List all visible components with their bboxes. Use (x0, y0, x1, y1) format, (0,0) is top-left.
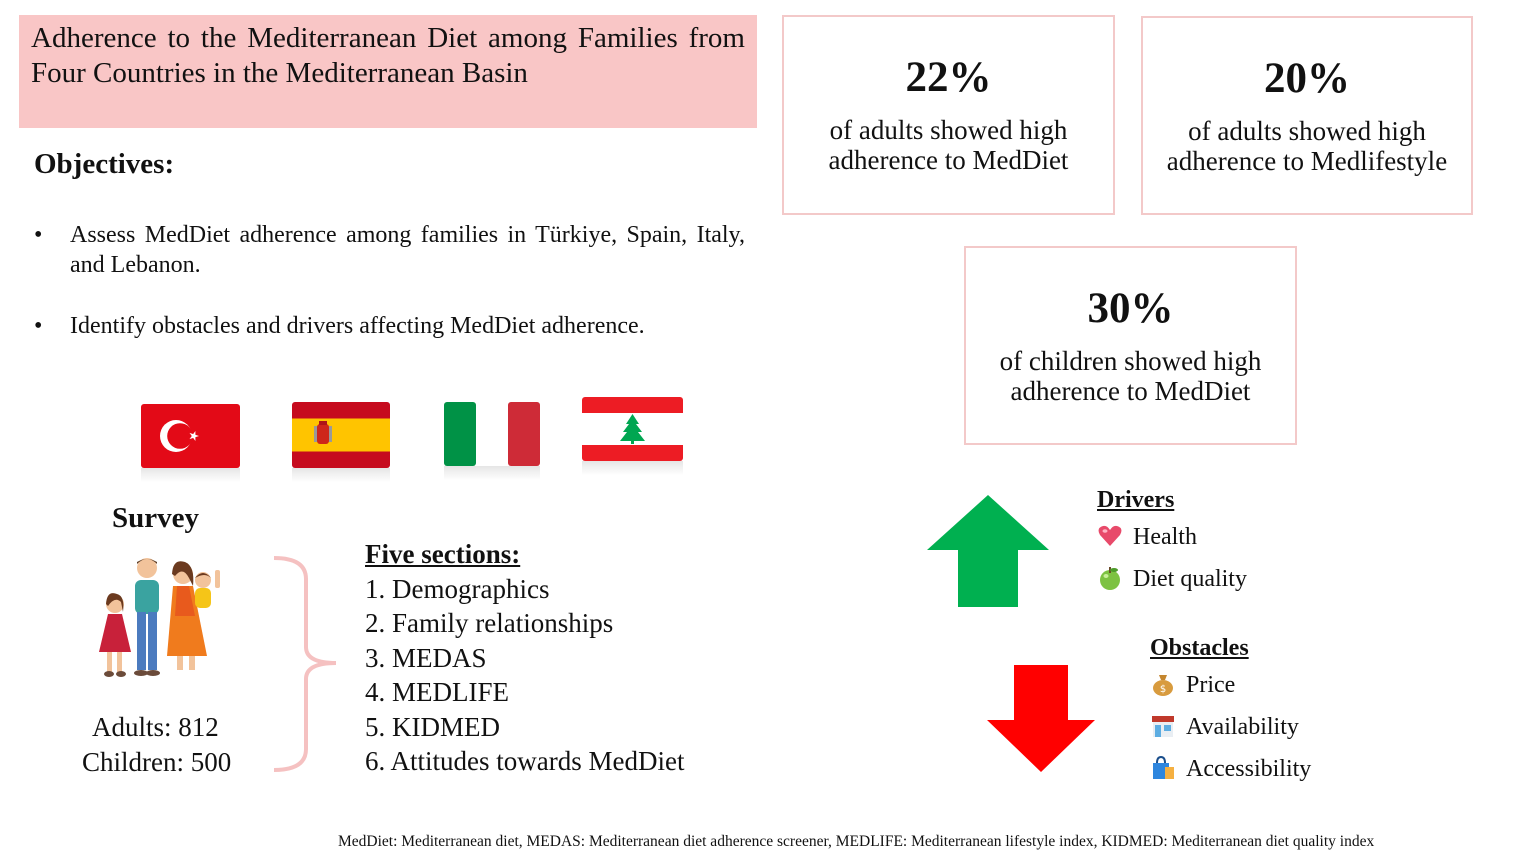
obstacles-list (1150, 635, 1311, 790)
down-arrow-icon (987, 665, 1095, 777)
obstacle-item (1150, 706, 1311, 748)
svg-text:$: $ (1159, 684, 1167, 695)
title-banner (19, 15, 757, 128)
stat-description (1143, 116, 1471, 176)
section-item: 5. KIDMED (365, 711, 500, 742)
stat-line: adherence to MedDiet (1010, 376, 1251, 406)
stat-line: of adults showed high (1188, 116, 1426, 146)
stat-line: of children showed high (999, 346, 1262, 376)
section-item: 6. Attitudes towards MedDiet (365, 746, 685, 776)
section-item: 2. Family relationships (365, 608, 614, 638)
stat-value: 20% (1264, 55, 1350, 102)
obstacle-label: Price (1186, 672, 1236, 698)
italy-flag (444, 402, 540, 466)
driver-label: Diet quality (1133, 566, 1247, 592)
objective-text: Identify obstacles and drivers affecting MedDiet adherence. (70, 313, 645, 339)
up-arrow-icon (927, 495, 1049, 612)
heart-icon (1097, 521, 1123, 547)
driver-label: Health (1133, 524, 1197, 550)
survey-counts (82, 710, 231, 780)
adults-count: Adults: 812 (92, 712, 219, 742)
footnote: MedDiet: Mediterranean diet, MEDAS: Mediterranean diet adherence screener, MEDLIFE: Mediterranean lifestyle index, KIDMED: Mediterranean diet quality index (338, 833, 1375, 850)
drivers-list (1097, 487, 1247, 600)
right-brace (270, 555, 342, 778)
objective-text: Assess MedDiet adherence among families in Türkiye, Spain, Italy, and Lebanon. (70, 222, 745, 278)
stat-box-children-meddiet (964, 246, 1297, 445)
obstacle-label: Availability (1186, 714, 1299, 740)
survey-sections (365, 537, 684, 779)
lebanon-flag (582, 397, 683, 461)
turkey-flag (141, 404, 240, 468)
stat-box-adults-meddiet (782, 15, 1115, 215)
section-item: 3. MEDAS (365, 642, 487, 673)
obstacle-item (1150, 664, 1311, 706)
driver-item (1097, 516, 1247, 558)
stat-description (966, 346, 1295, 406)
stat-line: adherence to Medlifestyle (1166, 146, 1448, 176)
stat-box-adults-medlifestyle (1141, 16, 1473, 215)
objective-item (34, 220, 745, 290)
spain-flag (292, 402, 390, 468)
driver-item (1097, 558, 1247, 600)
sections-heading: Five sections: (365, 539, 521, 569)
stat-line: of adults showed high (829, 115, 1068, 145)
section-item: 1. Demographics (365, 573, 550, 604)
apple-icon (1097, 563, 1123, 589)
stat-description (784, 115, 1113, 175)
section-item: 4. MEDLIFE (365, 677, 509, 707)
obstacle-item (1150, 748, 1311, 790)
family-illustration (95, 556, 227, 683)
survey-heading: Survey (112, 502, 199, 534)
money-bag-icon (1150, 669, 1176, 695)
stat-value: 30% (1087, 285, 1174, 332)
stat-value: 22% (905, 54, 992, 101)
bullet-dot: • (34, 222, 43, 248)
shopping-bag-icon (1150, 753, 1176, 779)
obstacles-heading: Obstacles (1150, 635, 1249, 661)
obstacle-label: Accessibility (1186, 756, 1312, 782)
page-title: Adherence to the Mediterranean Diet among Families from Four Countries in the Mediterranean Basin (31, 22, 745, 89)
bullet-dot: • (34, 313, 43, 339)
objective-item (34, 311, 745, 345)
store-icon (1150, 711, 1176, 737)
objectives-heading: Objectives: (34, 148, 175, 180)
drivers-heading: Drivers (1097, 487, 1175, 513)
stat-line: adherence to MedDiet (828, 145, 1069, 175)
children-count: Children: 500 (82, 747, 232, 777)
